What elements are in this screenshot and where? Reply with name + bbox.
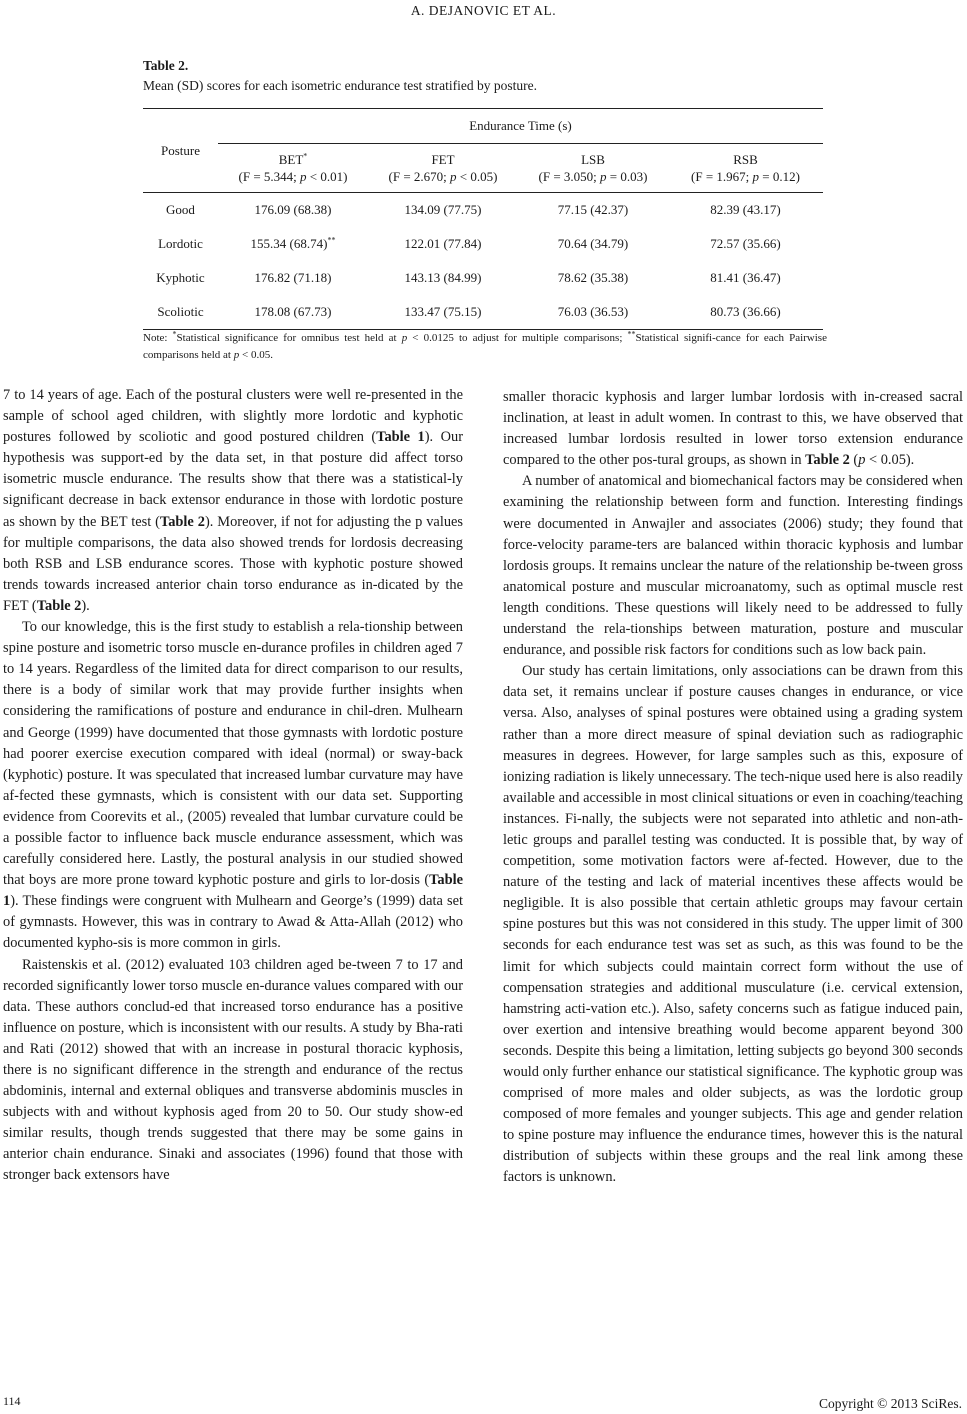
lsb-cell: 70.64 (34.79) xyxy=(557,236,629,251)
copyright-notice: Copyright © 2013 SciRes. xyxy=(818,1396,962,1411)
fet-cell: 122.01 (77.84) xyxy=(404,236,482,251)
col-stat: (F = 1.967; p = 0.12) xyxy=(691,169,800,184)
table-title: Table 2. xyxy=(143,58,189,73)
column-header-row xyxy=(143,144,823,193)
posture-cell: Kyphotic xyxy=(156,270,205,285)
col-name: LSB xyxy=(581,152,605,167)
table-row xyxy=(143,295,823,330)
table-header-row xyxy=(143,109,823,144)
running-head: A. DEJANOVIC ET AL. xyxy=(410,3,557,18)
lsb-cell: 78.62 (35.38) xyxy=(557,270,629,285)
table-ref-link[interactable]: Table 1 xyxy=(376,429,425,446)
bet-cell: 176.09 (68.38) xyxy=(254,202,332,217)
left-column xyxy=(3,385,463,1187)
rsb-cell: 80.73 (36.66) xyxy=(710,304,781,319)
table-2 xyxy=(143,58,823,330)
paragraph: smaller thoracic kyphosis and larger lumbar lordosis with in-creased sacral inclination, at least in adult women. In contrast to this, we have observed that increased lumbar lordosis resulted in lower torso extension endurance compared to the other pos-tural groups, as shown in Table 2 (p < 0.05). xyxy=(503,389,963,469)
lsb-cell: 77.15 (42.37) xyxy=(557,202,629,217)
fet-cell: 133.47 (75.15) xyxy=(404,304,482,319)
bet-cell: 155.34 (68.74)** xyxy=(250,235,336,251)
col-header-bet xyxy=(218,144,368,193)
endurance-time-header: Endurance Time (s) xyxy=(469,118,572,133)
paragraph: A number of anatomical and biomechanical factors may be considered when examining the relationship between form and function. Interesting findings were documented in Anwajler and associates (2006) study; they found that force-velocity parame-ters are balanced within thoracic kyphosis and lumbar lordosis groups. It remains unclear the nature of the relationship be-tween gross anatomical posture and muscular microanatomy, such as optimal muscle rest length conditions. These questions will likely need to be addressed to fully understand the rela-tionships between maturation, posture and muscular endurance, and possible risk factors for conditions such as low back pain. xyxy=(503,473,963,659)
rsb-cell: 82.39 (43.17) xyxy=(710,202,781,217)
page-number: 114 xyxy=(3,1394,21,1408)
posture-cell: Good xyxy=(166,202,195,217)
bet-cell: 176.82 (71.18) xyxy=(254,270,332,285)
posture-cell: Lordotic xyxy=(158,236,203,251)
endurance-table xyxy=(143,108,823,330)
paragraph: 7 to 14 years of age. Each of the postural clusters were well re-presented in the sample of school aged children, with slightly more lordotic and kyphotic postures followed by scoliotic and good postured children (Table 1). Our hypothesis was support-ed by the data set, in that posture did affect torso isometric muscle endurance. The results show that there was a statistical-ly significant decrease in back extensor endurance in those with lordotic posture as shown by the BET test (Table 2). Moreover, if not for adjusting the p values for multiple comparisons, the data also showed trends for lordosis decreasing both RSB and LSB endurance scores. Those with kyphotic posture showed trends towards increased anterior chain torso endurance as in-dicated by the FET (Table 2). xyxy=(3,387,464,614)
significance-mark: * xyxy=(303,151,308,161)
right-column xyxy=(503,387,963,1189)
rsb-cell: 81.41 (36.47) xyxy=(710,270,781,285)
table-caption: Mean (SD) scores for each isometric endurance test stratified by posture. xyxy=(143,78,537,93)
paragraph: To our knowledge, this is the first study to establish a rela-tionship between spine posture and isometric torso muscle en-durance profiles in children aged 7 to 14 years. Regardless of the limited data for direct comparison to our results, there is a body of similar work that may provide further insights when considering the ramifications of posture and endurance in chil-dren. Mulhearn and George (1999) have documented that those gymnasts with lordotic posture had poorer exercise execution compared with ideal (normal) or sway-back (kyphotic) posture. It was speculated that increased lumbar curvature may have af-fected these gymnasts, which is consistent with our data set. Supporting evidence from Coorevits et al., (2005) revealed that lumbar curvature could be a possible factor to influence back muscle endurance assessment, which was carefully considered here. Lastly, the postural analysis in our studied showed that boys are more prone toward kyphotic posture and girls to lor-dosis (Table 1). These findings were congruent with Mulhearn and George’s (1999) data set of gymnasts. However, this was in contrary to Awad & Atta-Allah (2012) who documented kypho-sis is more common in girls. xyxy=(3,619,463,952)
table-row xyxy=(143,193,823,228)
col-name: FET xyxy=(431,152,455,167)
col-stat: (F = 3.050; p = 0.03) xyxy=(538,169,648,184)
posture-cell: Scoliotic xyxy=(157,304,204,319)
table-ref-link[interactable]: Table 2 xyxy=(36,597,82,614)
table-ref-link[interactable]: Table 2 xyxy=(805,452,850,469)
col-stat: (F = 5.344; p < 0.01) xyxy=(238,169,348,184)
table-note: Note: *Statistical significance for omnibus test held at p < 0.0125 to adjust for multiple comparisons; **Statistical signifi-cance for each Pairwise comparisons held at p < 0.05. xyxy=(143,329,827,361)
table-row xyxy=(143,227,823,261)
col-name: BET xyxy=(278,152,304,167)
rsb-cell: 72.57 (35.66) xyxy=(710,236,781,251)
table-ref-link[interactable]: Table 1 xyxy=(3,872,463,910)
col-stat: (F = 2.670; p < 0.05) xyxy=(388,169,498,184)
col-name: RSB xyxy=(733,152,758,167)
posture-header: Posture xyxy=(161,142,200,158)
lsb-cell: 76.03 (36.53) xyxy=(557,304,629,319)
col-header-rsb xyxy=(668,144,823,193)
col-header-lsb xyxy=(518,144,668,193)
paragraph: Our study has certain limitations, only associations can be drawn from this data set, it remains unclear if posture causes changes in endurance, or vice versa. Also, analyses of spinal postures were obtained using a grading system rather than a more direct measure of spinal deviation such as radiographic measures in degrees. However, for large samples such as this, exposure of ionizing radiation is likely unnecessary. The tech-nique used here is also readily available and accessible in most clinical situations or even in coaching/teaching instances. Fi-nally, the subjects were not separated into athletic and non-ath-letic groups and parallel testing was conducted. It is possible that, by way of competition, some motivation factors were af-fected. However, due to the nature of the testing and lack of material incentives these affects would be negligible. It is also possible that certain athletic groups may favour certain spine postures but this was not considered in this study. The upper limit of 300 seconds for each endurance test was set as such, as this was found to be the limit for which subjects could maintain correct form without the use of compensation strategies and additional musculature (i.e. cervical extension, hamstring acti-vation etc.). Also, safety concerns such as fatigue induced pain, over exertion and intensive breathing would become apparent beyond 300 seconds. Despite this being a limitation, letting subjects go beyond 300 seconds would only further enhance our statistical significance. The kyphotic group was comprised of more males and older subjects, as was the lordotic group composed of more females and younger subjects. This age and gender relation to spine posture may influence the endurance times, however this is the natural distribution of subjects within these groups and the real link among these factors is unknown. xyxy=(503,663,963,1186)
paragraph: Raistenskis et al. (2012) evaluated 103 children aged be-tween 7 to 17 and recorded significantly lower torso muscle en-durance values compared with our data. These authors conclud-ed that increased torso endurance has a positive influence on posture, which is inconsistent with our results. A study by Bha-rati and Rati (2012) showed that with an increase in postural thoracic kyphosis, there is no significant difference in the strength and endurance of the rectus abdominis, internal and external obliques and transverse abdominis muscles in subjects with and without kyphosis aged from 20 to 50. Our study show-ed similar results, though trends suggested that there may be some gains in anterior chain endurance. Sinaki and associates (1996) found that those with stronger back extensors have xyxy=(3,956,463,1184)
bet-cell: 178.08 (67.73) xyxy=(254,304,332,319)
table-row xyxy=(143,261,823,295)
significance-mark: ** xyxy=(327,235,336,245)
col-header-fet xyxy=(368,144,518,193)
table-ref-link[interactable]: Table 2 xyxy=(159,513,205,530)
fet-cell: 134.09 (77.75) xyxy=(404,202,482,217)
fet-cell: 143.13 (84.99) xyxy=(404,270,482,285)
